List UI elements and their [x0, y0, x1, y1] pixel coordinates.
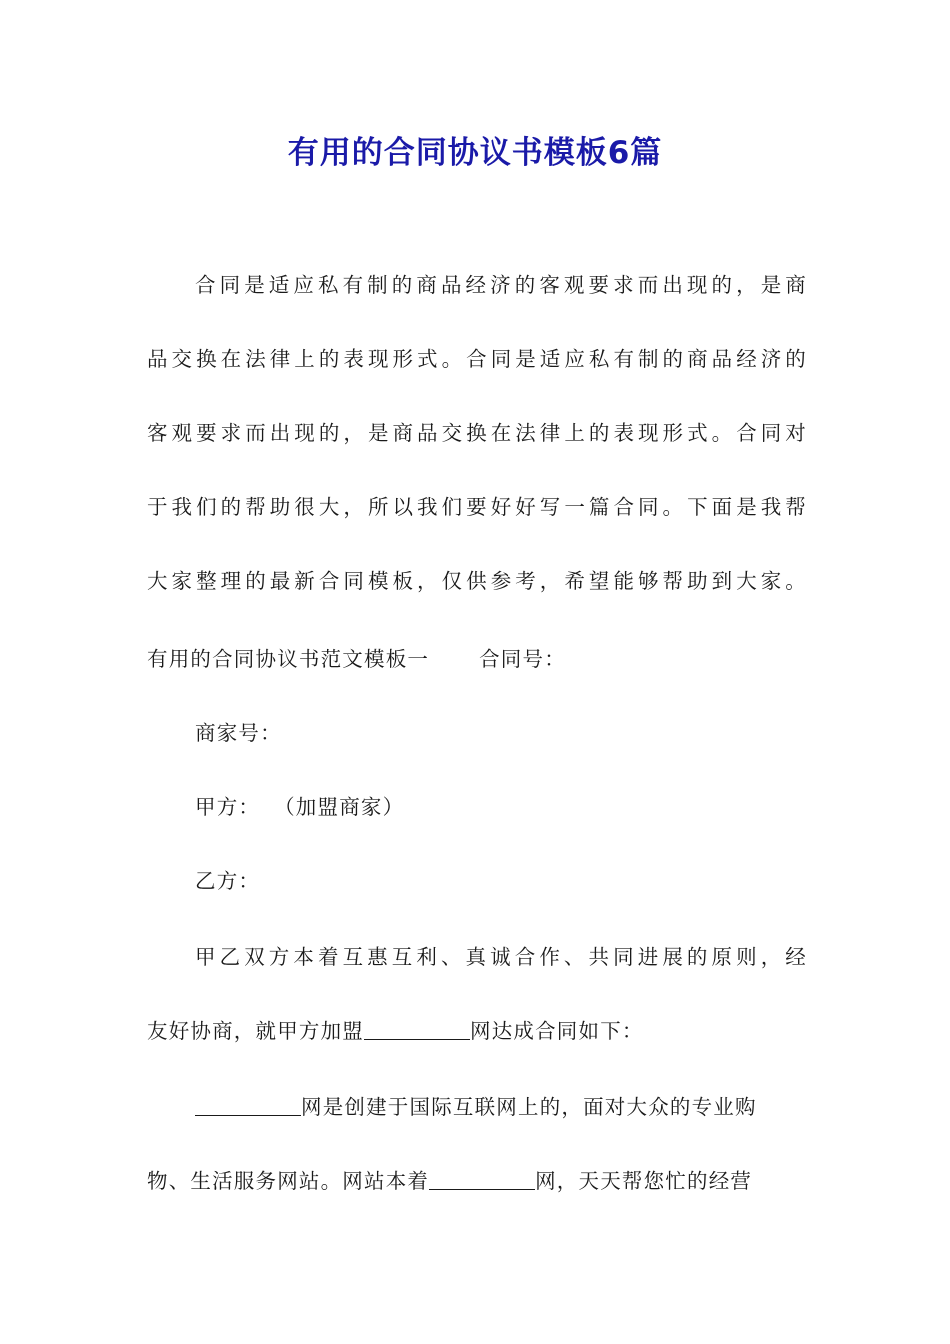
fill-in-blank — [195, 1095, 301, 1116]
para2-line-1 — [195, 1092, 807, 1122]
party-a-label: 甲方： — [195, 795, 261, 819]
fill-in-blank — [364, 1019, 470, 1040]
section-heading-row — [147, 644, 807, 674]
para1-line-1: 甲乙双方本着互惠互利、真诚合作、共同进展的原则，经 — [195, 945, 807, 969]
intro-line-1: 合同是适应私有制的商品经济的客观要求而出现的，是商 — [195, 273, 807, 297]
contract-number-label: 合同号： — [479, 647, 566, 671]
para2-line-2 — [147, 1166, 807, 1196]
para1-line-2 — [147, 1016, 807, 1046]
intro-line-4: 于我们的帮助很大，所以我们要好好写一篇合同。下面是我帮 — [147, 495, 807, 519]
intro-line-5: 大家整理的最新合同模板，仅供参考，希望能够帮助到大家。 — [147, 569, 807, 593]
para1-line-2-after: 网达成合同如下： — [470, 1019, 644, 1043]
para2-line-1-after: 网是创建于国际互联网上的，面对大众的专业购 — [301, 1095, 757, 1119]
intro-line-3: 客观要求而出现的，是商品交换在法律上的表现形式。合同对 — [147, 421, 807, 445]
intro-line-2: 品交换在法律上的表现形式。合同是适应私有制的商品经济的 — [147, 347, 807, 371]
party-a-note: （加盟商家） — [274, 795, 405, 819]
section-heading: 有用的合同协议书范文模板一 — [147, 647, 430, 671]
party-a-row — [195, 792, 807, 822]
document-title: 有用的合同协议书模板6篇 — [287, 135, 663, 171]
para2-line-2-after: 网，天天帮您忙的经营 — [535, 1169, 753, 1193]
party-b-label: 乙方： — [195, 869, 261, 893]
para2-line-2-before: 物、生活服务网站。网站本着 — [147, 1169, 430, 1193]
merchant-number-label: 商家号： — [195, 721, 282, 745]
para1-line-2-before: 友好协商，就甲方加盟 — [147, 1019, 364, 1043]
fill-in-blank — [429, 1169, 535, 1190]
